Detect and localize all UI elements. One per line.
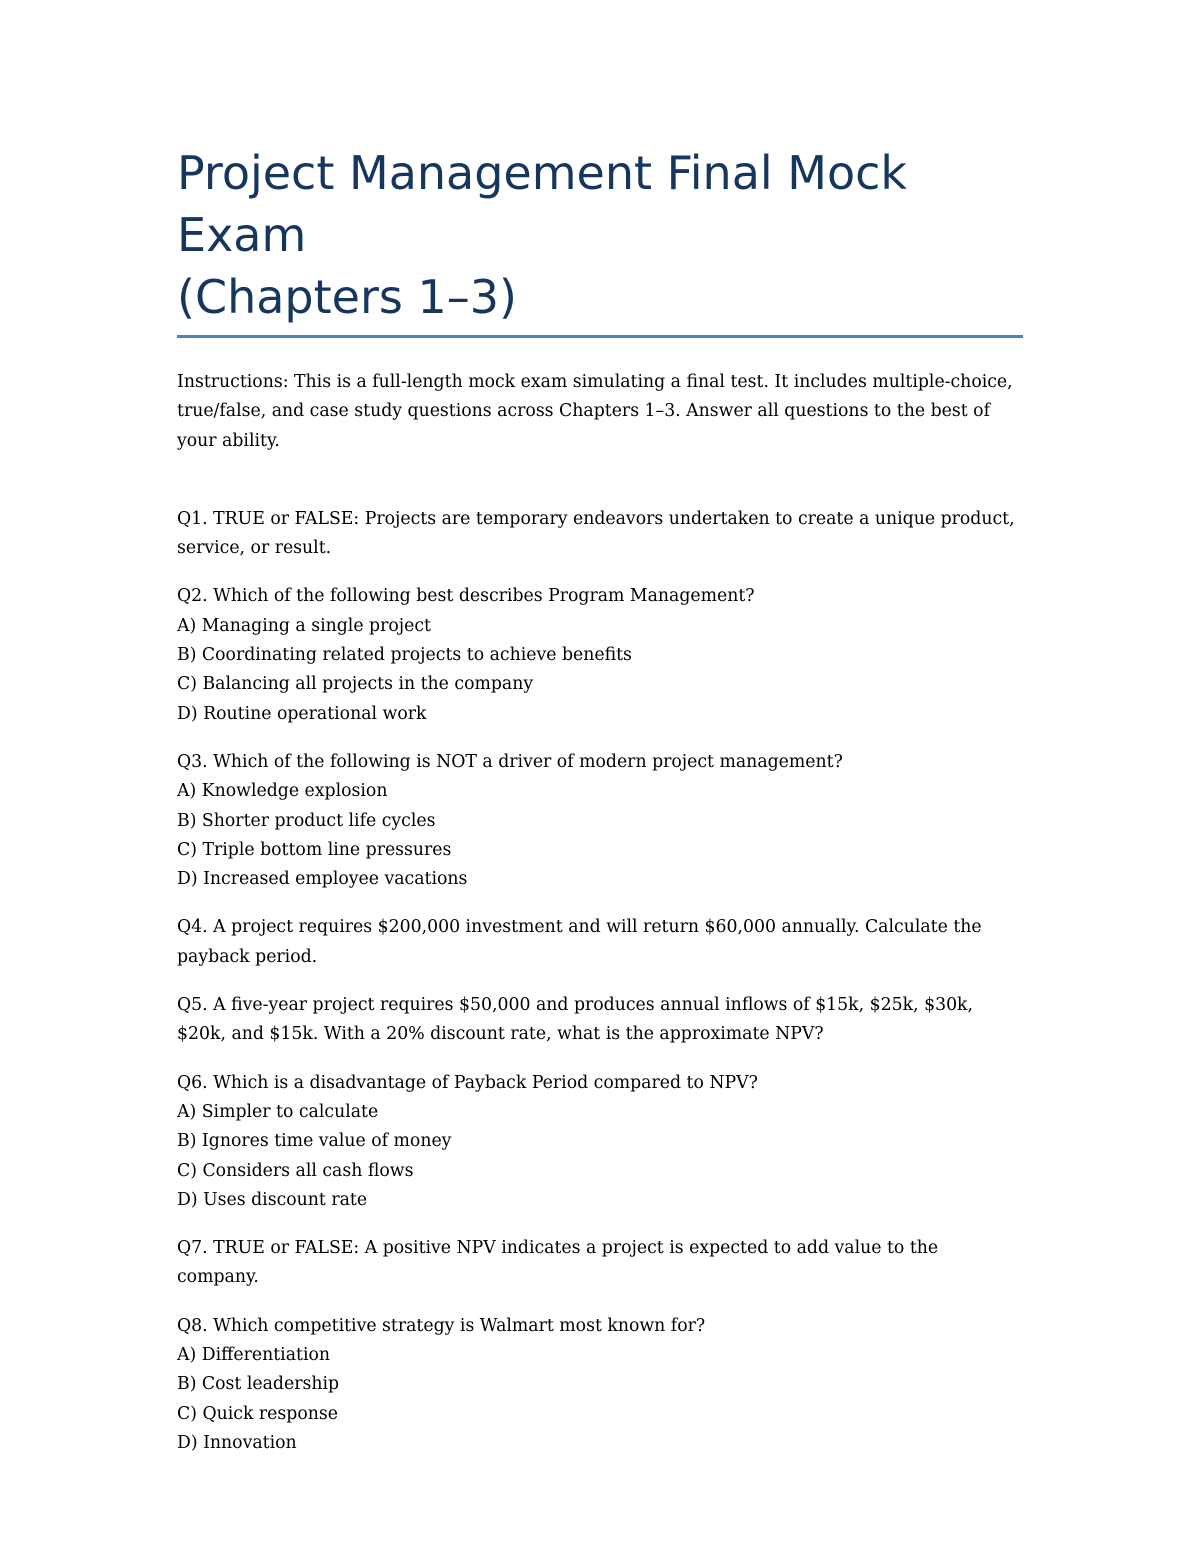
question-text: Q5. A five-year project requires $50,000 and produces annual inflows of $15k, $25k, $30k, $20k, and $15k. With a 20% discount rate, what is the approximate NPV? xyxy=(177,995,974,1045)
instructions-paragraph: Instructions: This is a full-length mock exam simulating a final test. It includes multiple-choice, true/false, and case study questions across Chapters 1–3. Answer all questions to the best of your ability. xyxy=(177,372,1013,451)
question-text: Q8. Which competitive strategy is Walmart most known for? xyxy=(177,1315,706,1336)
title-line-2: (Chapters 1–3) xyxy=(177,270,517,324)
question-text: Q4. A project requires $200,000 investment and will return $60,000 annually. Calculate the payback period. xyxy=(177,917,982,967)
question-4 xyxy=(177,913,1023,972)
question-8 xyxy=(177,1312,1023,1458)
question-1 xyxy=(177,505,1023,564)
answer-option: D) Innovation xyxy=(177,1432,297,1453)
answer-option: B) Ignores time value of money xyxy=(177,1131,452,1152)
answer-option: C) Balancing all projects in the company xyxy=(177,674,534,695)
answer-option: A) Managing a single project xyxy=(177,615,431,636)
answer-option: D) Uses discount rate xyxy=(177,1189,368,1210)
question-text: Q7. TRUE or FALSE: A positive NPV indicates a project is expected to add value to the company. xyxy=(177,1238,939,1288)
answer-option: B) Shorter product life cycles xyxy=(177,810,436,831)
answer-option: B) Coordinating related projects to achieve benefits xyxy=(177,645,632,666)
answer-option: B) Cost leadership xyxy=(177,1374,340,1395)
question-text: Q6. Which is a disadvantage of Payback Period compared to NPV? xyxy=(177,1072,758,1093)
title-line-1: Project Management Final Mock Exam xyxy=(177,146,908,262)
answer-option: D) Routine operational work xyxy=(177,703,427,724)
answer-option: A) Simpler to calculate xyxy=(177,1101,379,1122)
question-text: Q1. TRUE or FALSE: Projects are temporary endeavors undertaken to create a unique product, service, or result. xyxy=(177,508,1015,559)
question-6 xyxy=(177,1069,1023,1215)
answer-option: C) Quick response xyxy=(177,1403,338,1424)
question-2 xyxy=(177,582,1023,728)
question-3 xyxy=(177,748,1023,894)
answer-option: D) Increased employee vacations xyxy=(177,869,468,890)
document-page xyxy=(177,142,1023,1477)
answer-option: C) Triple bottom line pressures xyxy=(177,839,452,860)
answer-option: A) Differentiation xyxy=(177,1345,330,1366)
question-text: Q2. Which of the following best describes Program Management? xyxy=(177,586,755,607)
question-5 xyxy=(177,991,1023,1050)
title-underline-rule xyxy=(177,335,1023,338)
answer-option: C) Considers all cash flows xyxy=(177,1160,414,1181)
questions-list xyxy=(177,505,1023,1458)
document-title xyxy=(177,142,1023,328)
question-text: Q3. Which of the following is NOT a driver of modern project management? xyxy=(177,751,843,772)
question-7 xyxy=(177,1234,1023,1293)
answer-option: A) Knowledge explosion xyxy=(177,781,388,802)
